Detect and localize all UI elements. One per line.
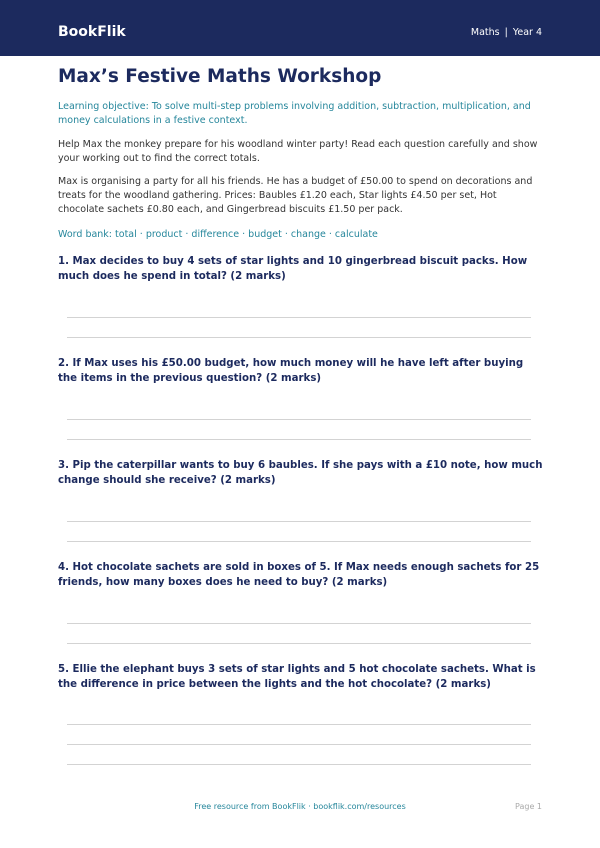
answer-line[interactable] xyxy=(67,521,531,522)
question-4: 4. Hot chocolate sachets are sold in boxes of 5. If Max needs enough sachets for 25 friends, how many boxes does he need to buy? (2 marks) xyxy=(58,562,540,588)
page-title: Max’s Festive Maths Workshop xyxy=(58,66,382,87)
answer-line[interactable] xyxy=(67,337,531,338)
separator: | xyxy=(504,27,508,38)
answer-line[interactable] xyxy=(67,439,531,440)
subject-year-label xyxy=(471,25,542,41)
year-label: Year 4 xyxy=(512,27,542,38)
answer-line[interactable] xyxy=(67,724,531,725)
word-bank: Word bank: total · product · difference · budget · change · calculate xyxy=(58,229,378,240)
question-3: 3. Pip the caterpillar wants to buy 6 baubles. If she pays with a £10 note, how much change should she receive? (2 marks) xyxy=(58,460,543,486)
answer-line[interactable] xyxy=(67,317,531,318)
footer-credit: Free resource from BookFlik · bookflik.com/resources xyxy=(194,802,406,811)
answer-line[interactable] xyxy=(67,643,531,644)
learning-objective: Learning objective: To solve multi-step problems involving addition, subtraction, multiplication, and money calculations in a festive context. xyxy=(58,101,531,126)
subject-label: Maths xyxy=(470,27,500,38)
scenario-paragraph: Max is organising a party for all his friends. He has a budget of £50.00 to spend on decorations and treats for the woodland gathering. Prices: Baubles £1.20 each, Star lights £4.50 per set, Hot chocolate sachets £0.80 each, and Gingerbread biscuits £1.50 per pack. xyxy=(58,176,533,215)
header-bar xyxy=(0,0,600,56)
question-5: 5. Ellie the elephant buys 3 sets of star lights and 5 hot chocolate sachets. What is the difference in price between the lights and the hot chocolate? (2 marks) xyxy=(58,664,536,690)
answer-line[interactable] xyxy=(67,744,531,745)
answer-line[interactable] xyxy=(67,541,531,542)
intro-paragraph: Help Max the monkey prepare for his woodland winter party! Read each question carefully and show your working out to find the correct totals. xyxy=(58,139,538,164)
answer-line[interactable] xyxy=(67,419,531,420)
question-2: 2. If Max uses his £50.00 budget, how much money will he have left after buying the items in the previous question? (2 marks) xyxy=(58,358,524,384)
answer-line[interactable] xyxy=(67,623,531,624)
question-1: 1. Max decides to buy 4 sets of star lights and 10 gingerbread biscuit packs. How much does he spend in total? (2 marks) xyxy=(58,256,528,282)
page-number: Page 1 xyxy=(515,802,542,811)
worksheet-intro xyxy=(58,64,542,242)
brand-logo: BookFlik xyxy=(58,24,126,40)
answer-line[interactable] xyxy=(67,764,531,765)
